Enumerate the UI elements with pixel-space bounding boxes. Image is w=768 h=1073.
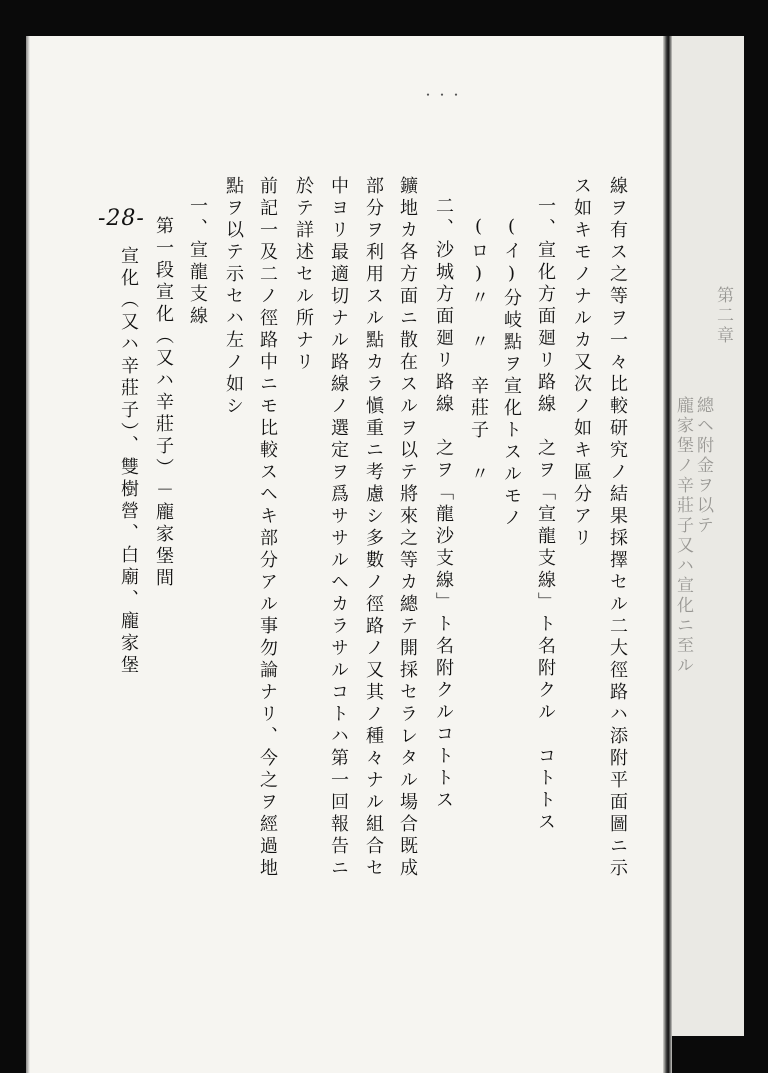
text-column-2: ス如キモノナルカ又次ノ如キ區分アリ [571,176,592,550]
text-column-11: 前記一及二ノ徑路中ニモ比較スヘキ部分アル事勿論ナリ、今之ヲ經過地 [257,176,278,880]
facing-page-edge [672,36,744,1036]
text-column-3: 一、宣化方面廻リ路線 之ヲ「宣龍支線」ト名附クル コトトス [535,196,556,834]
page-edge [26,36,30,1073]
text-column-7: 鑛地カ各方面ニ散在スルヲ以テ將來之等カ總テ開採セラレタル場合既成 [397,176,418,880]
text-column-1: 線ヲ有ス之等ヲ一々比較研究ノ結果採擇セル二大徑路ハ添附平面圖ニ示 [607,176,628,880]
book-spine [663,36,672,1073]
facing-page-text: 龐家堡ノ辛莊子又ハ宣化ニ至ル [673,396,693,676]
page-number: -28- [98,206,145,231]
text-column-10: 於テ詳述セル所ナリ [293,176,314,374]
document-page [26,36,666,1073]
text-column-13: 一、宣龍支線 [187,196,208,328]
text-column-6: 二、沙城方面廻リ路線 之ヲ「龍沙支線」ト名附クルコトトス [433,196,454,812]
text-column-14: 第一段宣化（又ハ辛莊子）－龐家堡間 [153,216,174,590]
text-column-8: 部分ヲ利用スル點カラ愼重ニ考慮シ多數ノ徑路ノ又其ノ種々ナル組合セ [363,176,384,880]
text-column-4: (イ)分岐點ヲ宣化トスルモノ [501,216,522,530]
facing-page-text: 第二章 [713,286,733,346]
text-column-5: (ロ)〃 〃 辛莊子 〃 [468,216,489,486]
text-column-15: 宣化（又ハ辛莊子）、雙樹營、白廟、龐家堡 [118,246,139,677]
facing-page-text: 總ヘ附金ヲ以テ [693,396,713,536]
binding-marks: ・・・ [422,88,465,102]
text-column-9: 中ヨリ最適切ナル路線ノ選定ヲ爲ササルヘカラサルコトハ第一回報告ニ [328,176,349,880]
text-column-12: 點ヲ以テ示セハ左ノ如シ [223,176,244,418]
